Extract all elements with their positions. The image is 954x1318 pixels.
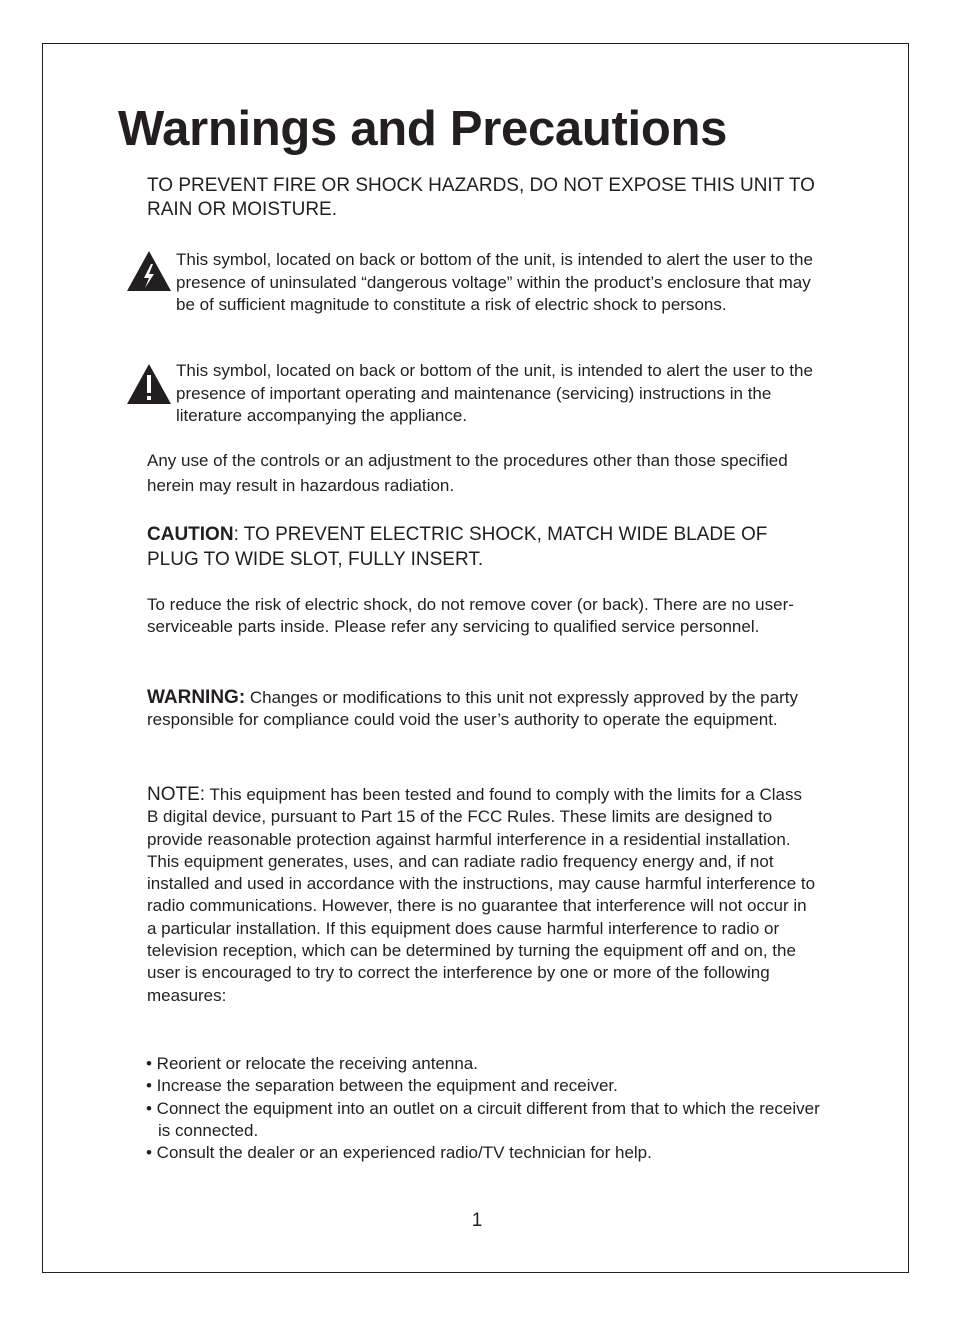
page-number: 1 bbox=[471, 1210, 483, 1231]
note-label: NOTE: bbox=[147, 784, 206, 805]
fcc-note bbox=[147, 784, 817, 1007]
shock-notice: To reduce the risk of electric shock, do not remove cover (or back). There are no user-serviceable parts inside. Please refer any servicing to qualified service personnel. bbox=[147, 595, 794, 637]
caution-notice bbox=[147, 522, 817, 572]
exclamation-warning-icon bbox=[126, 363, 172, 405]
list-item: • Reorient or relocate the receiving antenna. bbox=[146, 1054, 478, 1073]
page-title: Warnings and Precautions bbox=[118, 102, 728, 156]
warning-notice bbox=[147, 687, 817, 732]
intro-warning: TO PREVENT FIRE OR SHOCK HAZARDS, DO NOT EXPOSE THIS UNIT TO RAIN OR MOISTURE. bbox=[147, 175, 815, 220]
list-item: • Consult the dealer or an experienced radio/TV technician for help. bbox=[146, 1143, 652, 1163]
radiation-notice: Any use of the controls or an adjustment to the procedures other than those specified herein may result in hazardous radiation. bbox=[147, 451, 788, 495]
list-item: • Connect the equipment into an outlet on a circuit different from that to which the receiver is connected. bbox=[146, 1098, 820, 1140]
warning-text: Changes or modifications to this unit not expressly approved by the party responsible for compliance could void the user’s authority to operate the equipment. bbox=[147, 688, 798, 730]
warning-label: WARNING: bbox=[147, 687, 246, 708]
note-text: This equipment has been tested and found to comply with the limits for a Class B digital device, pursuant to Part 15 of the FCC Rules. These limits are designed to provide reasonable protection against harmful interference in a residential installation. This equipment generates, uses, and can radiate radio frequency energy and, if not installed and used in accordance with the instructions, may cause harmful interference to radio communications. However, there is no guarantee that interference will not occur in a particular installation. If this equipment does cause harmful interference to radio or television reception, which can be determined by turning the equipment off and on, the user is encouraged to try to correct the interference by one or more of the following measures: bbox=[147, 785, 816, 1005]
caution-text: : TO PREVENT ELECTRIC SHOCK, MATCH WIDE BLADE OF PLUG TO WIDE SLOT, FULLY INSERT. bbox=[147, 524, 768, 570]
list-item: • Increase the separation between the equipment and receiver. bbox=[146, 1076, 618, 1096]
lightning-symbol-text: This symbol, located on back or bottom of the unit, is intended to alert the user to the presence of uninsulated “dangerous voltage” within the product’s enclosure that may be of sufficient magnitude to constitute a risk of electric shock to persons. bbox=[176, 250, 813, 314]
caution-label: CAUTION bbox=[147, 524, 234, 545]
exclamation-symbol-text: This symbol, located on back or bottom of the unit, is intended to alert the user to the presence of important operating and maintenance (servicing) instructions in the literature accompanying the appliance. bbox=[176, 361, 813, 425]
lightning-warning-icon bbox=[126, 250, 172, 292]
measures-list bbox=[146, 1053, 826, 1164]
